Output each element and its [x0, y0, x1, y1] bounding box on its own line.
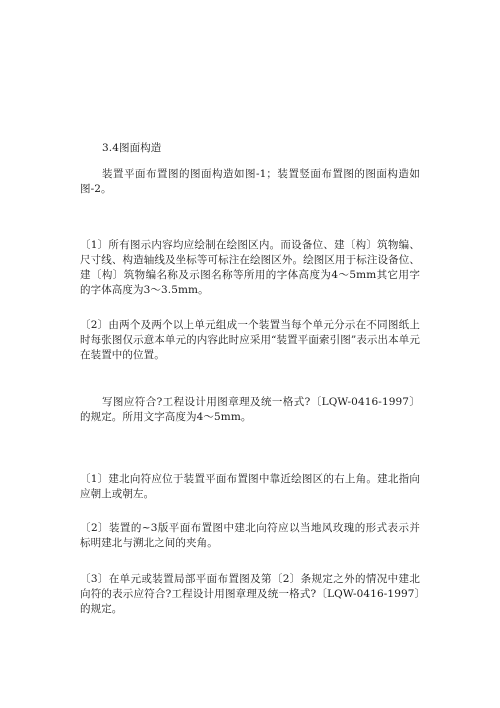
paragraph-text-format: 写图应符合?工程设计用图章理及统一格式?〔LQW-0416-1997〕的规定。所用文字高度为4～5mm。 [80, 396, 420, 423]
paragraph-north-arrow-position: 〔1〕建北向符应位于装置平面布置图中靠近绘图区的右上角。建北指向应朝上或朝左。 [80, 473, 420, 500]
paragraph-index-plan: 〔2〕由两个及两个以上单元组成一个装置当每个单元分示在不同图纸上时每张图仅示意本单元的内容此时应采用“装置平面索引图”表示出本单元在装置中的位置。 [80, 319, 420, 361]
paragraph-north-arrow-other: 〔3〕在单元或装置局部平面布置图及第〔2〕条规定之外的情况中建北向符的表示应符合?工程设计用图章理及统一格式?〔LQW-0416-1997〕的规定。 [80, 573, 420, 615]
intro-paragraph: 装置平面布置图的图面构造如图-1；装置竖面布置图的图面构造如图-2。 [80, 168, 420, 195]
paragraph-drawing-area: 〔1〕所有图示内容均应绘制在绘图区内。而设备位、建〔构〕筑物编、尺寸线、构造轴线及坐标等可标注在绘图区外。绘图区用于标注设备位、建〔构〕筑物编名称及示图名称等所用的字体高度为4～5mm其它用字的字体高度为3～3.5mm。 [80, 239, 420, 296]
section-heading: 3.4图面构造 [102, 142, 162, 154]
paragraph-wind-rose: 〔2〕装置的~3版平面布置图中建北向符应以当地风玫瑰的形式表示并标明建北与溯北之间的夹角。 [80, 522, 420, 549]
